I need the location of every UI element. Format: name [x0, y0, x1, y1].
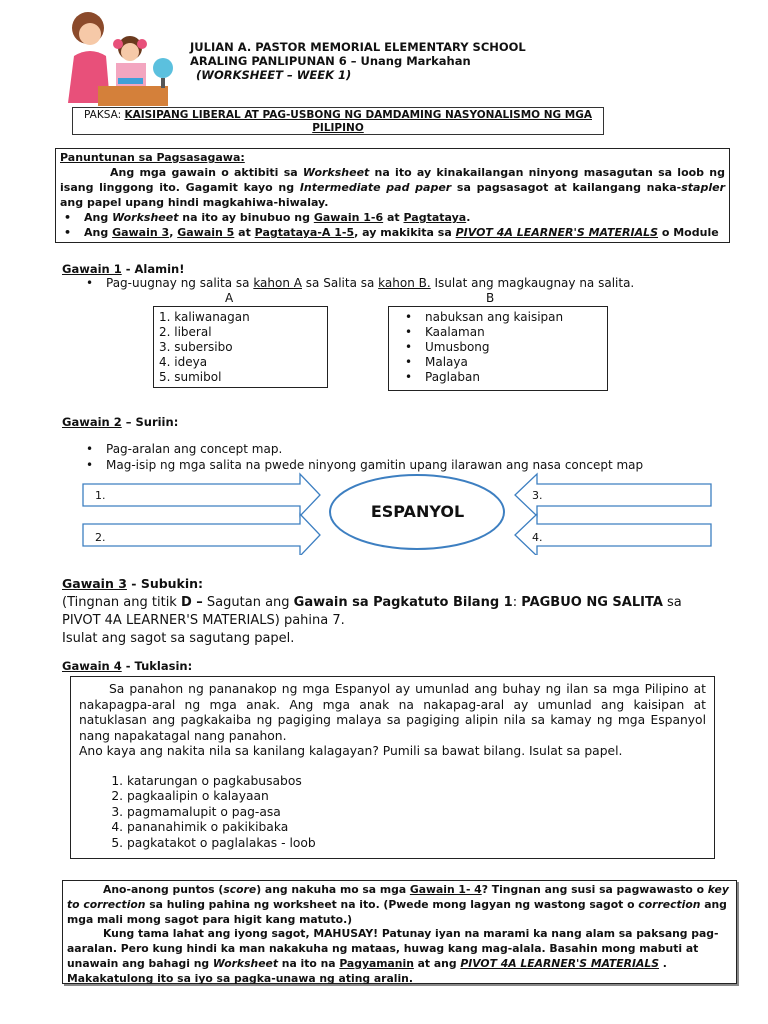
- gawain4-box: [70, 676, 715, 859]
- text-segment: ang papel upang hindi magkahiwa-hiwalay.: [60, 196, 329, 209]
- right-arrow-1: [83, 474, 320, 516]
- score-reflection-box: [62, 880, 737, 984]
- box-b-item: • nabuksan ang kaisipan: [401, 310, 595, 325]
- gawain2-bullets: [82, 442, 643, 473]
- text-segment: Ang mga gawain o aktibiti sa: [110, 166, 303, 179]
- text-segment: Sagutan ang: [202, 595, 294, 610]
- text-segment: Gawain 3: [112, 226, 170, 239]
- text-segment: na ito ay binubuo ng: [178, 211, 314, 224]
- text-segment: PIVOT 4A LEARNER'S MATERIALS: [460, 956, 659, 970]
- gawain3-line: [62, 630, 722, 648]
- box-a-label: A: [225, 291, 234, 305]
- text-segment: Pagtataya-A 1-5: [254, 226, 355, 239]
- instructions-bullet: [60, 225, 725, 240]
- text-segment: PAGBUO NG SALITA: [521, 595, 663, 610]
- text-segment: Worksheet: [302, 166, 370, 179]
- subject-title: ARALING PANLIPUNAN 6 – Unang Markahan: [190, 54, 471, 68]
- topic-title: KAISIPANG LIBERAL AT PAG-USBONG NG DAMDAMING NASYONALISMO NG MGA PILIPINO: [124, 109, 592, 134]
- gawain3-title: Gawain 3: [62, 576, 127, 591]
- text-segment: , ay makikita sa: [354, 226, 456, 239]
- gawain3-line: [62, 594, 722, 630]
- box-b: [388, 306, 608, 391]
- text-segment: .: [466, 211, 471, 224]
- text-segment: na ito ay kinakailangan ninyong masagutan sa loob ng isang linggong ito. Gagamit kayo ng: [60, 166, 726, 194]
- text-segment: kahon B.: [378, 276, 431, 290]
- teacher-student-illustration: [58, 8, 183, 108]
- choice-item: 5. pagkatakot o paglalakas - loob: [127, 836, 706, 852]
- gawain1-instructions: [82, 276, 634, 292]
- box-a-item: 4. ideya: [159, 355, 208, 369]
- text-segment: Isulat ang magkaugnay na salita.: [430, 276, 635, 290]
- gawain4-heading: [62, 659, 192, 673]
- text-segment: Ano-anong puntos (: [103, 883, 224, 896]
- instructions-heading: Panuntunan sa Pagsasagawa:: [60, 151, 245, 164]
- gawain3-subtitle: - Subukin:: [126, 576, 204, 591]
- text-segment: sa Salita sa: [301, 276, 379, 290]
- topic-label: PAKSA:: [83, 109, 125, 121]
- arrow-label-1: 1.: [95, 489, 106, 502]
- gawain3-heading: [62, 576, 203, 591]
- box-a-item: 1. kaliwanagan: [159, 310, 250, 324]
- choice-item: 1. katarungan o pagkabusabos: [127, 774, 706, 790]
- text-segment: sa PIVOT 4A LEARNER'S MATERIALS) pahina 7.: [62, 595, 682, 628]
- box-b-item: • Umusbong: [401, 340, 595, 355]
- gawain3-body: [62, 594, 722, 648]
- text-segment: Worksheet: [112, 211, 179, 224]
- gawain1-heading: [62, 262, 184, 276]
- choice-item: 4. pananahimik o pakikibaka: [127, 820, 706, 836]
- text-segment: kahon A: [253, 276, 302, 290]
- school-name: JULIAN A. PASTOR MEMORIAL ELEMENTARY SCHOOL: [190, 40, 526, 54]
- text-segment: sa pagsasagot at kailangang naka-: [451, 181, 682, 194]
- text-segment: key to correction: [67, 883, 729, 911]
- text-segment: Ang: [84, 211, 113, 224]
- text-segment: Intermediate pad paper: [299, 181, 452, 194]
- text-segment: Gawain sa Pagkatuto Bilang 1: [293, 595, 513, 610]
- text-segment: o Module: [658, 226, 719, 239]
- gawain4-choices: [79, 774, 706, 852]
- text-segment: Isulat ang sagot sa sagutang papel.: [62, 631, 295, 646]
- document-header: [190, 40, 526, 82]
- gawain4-paragraph: Sa panahon ng pananakop ng mga Espanyol ay umunlad ang buhay ng ilan sa mga Pilipino at nakapagpa-aral ng mga anak. Ang mga anak na nakapag-aral ay umunlad ang kaisipan at natuklasan ang pagkakaiba ng pagiging malaya sa pagiging alipin nila sa kamay ng mga Espanyol nang napakatagal nang panahon.: [79, 682, 706, 743]
- text-segment: D –: [180, 595, 203, 610]
- box-a-item: 3. subersibo: [159, 340, 233, 354]
- gawain4-title: Gawain 4: [62, 659, 122, 673]
- text-segment: ? Tingnan ang susi sa pagwawasto o: [481, 883, 708, 896]
- box-a-item: 5. sumibol: [159, 370, 222, 384]
- text-segment: at ang: [413, 956, 461, 970]
- text-segment: at: [383, 211, 404, 224]
- instructions-paragraph: [60, 165, 725, 210]
- gawain2-bullet: • Mag-isip ng mga salita na pwede ninyong gamitin upang ilarawan ang nasa concept map: [82, 458, 643, 474]
- instructions-bullet: [60, 210, 725, 225]
- text-segment: Gawain 5: [177, 226, 235, 239]
- concept-map-center: ESPANYOL: [370, 502, 465, 521]
- text-segment: Pagtataya: [403, 211, 467, 224]
- arrow-label-2: 2.: [95, 531, 106, 544]
- text-segment: ) ang nakuha mo sa mga: [256, 883, 410, 896]
- worksheet-week: (WORKSHEET – WEEK 1): [196, 68, 352, 82]
- text-segment: . Makakatulong ito sa iyo sa pagka-unawa ng ating aralin.: [67, 956, 667, 985]
- text-segment: at: [234, 226, 255, 239]
- text-segment: Kung tama lahat ang iyong sagot, MAHUSAY! Patunay iyan na marami ka nang alam sa paksang pag-aaralan. Pero kung hindi ka man nakakuha ng mataas, huwag kang mag-alala. Basahin mong mabuti at unawain ang bahagi ng: [67, 927, 719, 970]
- instructions-box: [55, 148, 730, 243]
- gawain4-question: Ano kaya ang nakita nila sa kanilang kalagayan? Pumili sa bawat bilang. Isulat sa papel.: [79, 744, 623, 758]
- text-segment: Ang: [84, 226, 113, 239]
- gawain1-instruction: [82, 276, 634, 292]
- topic-box: [72, 107, 604, 135]
- text-segment: PIVOT 4A LEARNER'S MATERIALS: [455, 226, 659, 239]
- text-segment: Pagyamanin: [339, 956, 414, 970]
- reflection-paragraph-1: [67, 883, 732, 927]
- box-b-label: B: [486, 291, 495, 305]
- text-segment: correction: [638, 897, 701, 911]
- text-segment: Pag-uugnay ng salita sa: [106, 276, 254, 290]
- gawain2-heading: [62, 415, 178, 429]
- box-b-item: • Kaalaman: [401, 325, 595, 340]
- text-segment: Worksheet: [212, 956, 279, 970]
- gawain2-subtitle: – Suriin:: [121, 415, 179, 429]
- right-arrow-2: [83, 514, 320, 555]
- reflection-paragraph-2: [67, 927, 732, 986]
- box-b-item: • Malaya: [401, 355, 595, 370]
- text-segment: ang mga mali mong sagot para higit kang matuto.): [67, 897, 727, 926]
- text-segment: (Tingnan ang titik: [62, 595, 181, 610]
- text-segment: :: [512, 595, 522, 610]
- text-segment: Gawain 1- 4: [409, 883, 482, 896]
- box-a: [153, 306, 328, 388]
- text-segment: stapler: [681, 181, 725, 194]
- text-segment: Gawain 1-6: [313, 211, 384, 224]
- choice-item: 3. pagmamalupit o pag-asa: [127, 805, 706, 821]
- choice-item: 2. pagkaalipin o kalayaan: [127, 789, 706, 805]
- gawain4-subtitle: - Tuklasin:: [121, 659, 193, 673]
- left-arrow-4: [515, 514, 711, 555]
- text-segment: ,: [169, 226, 178, 239]
- gawain1-title: Gawain 1: [62, 262, 122, 276]
- gawain2-title: Gawain 2: [62, 415, 122, 429]
- arrow-label-3: 3.: [532, 489, 543, 502]
- box-a-item: 2. liberal: [159, 325, 212, 339]
- arrow-label-4: 4.: [532, 531, 543, 544]
- left-arrow-3: [515, 474, 711, 516]
- gawain1-subtitle: - Alamin!: [121, 262, 185, 276]
- text-segment: score: [223, 883, 257, 896]
- box-b-item: • Paglaban: [401, 370, 595, 385]
- text-segment: na ito na: [278, 956, 340, 970]
- text-segment: sa huling pahina ng worksheet na ito. (Pwede mong lagyan ng wastong sagot o: [145, 897, 639, 911]
- gawain2-bullet: • Pag-aralan ang concept map.: [82, 442, 643, 458]
